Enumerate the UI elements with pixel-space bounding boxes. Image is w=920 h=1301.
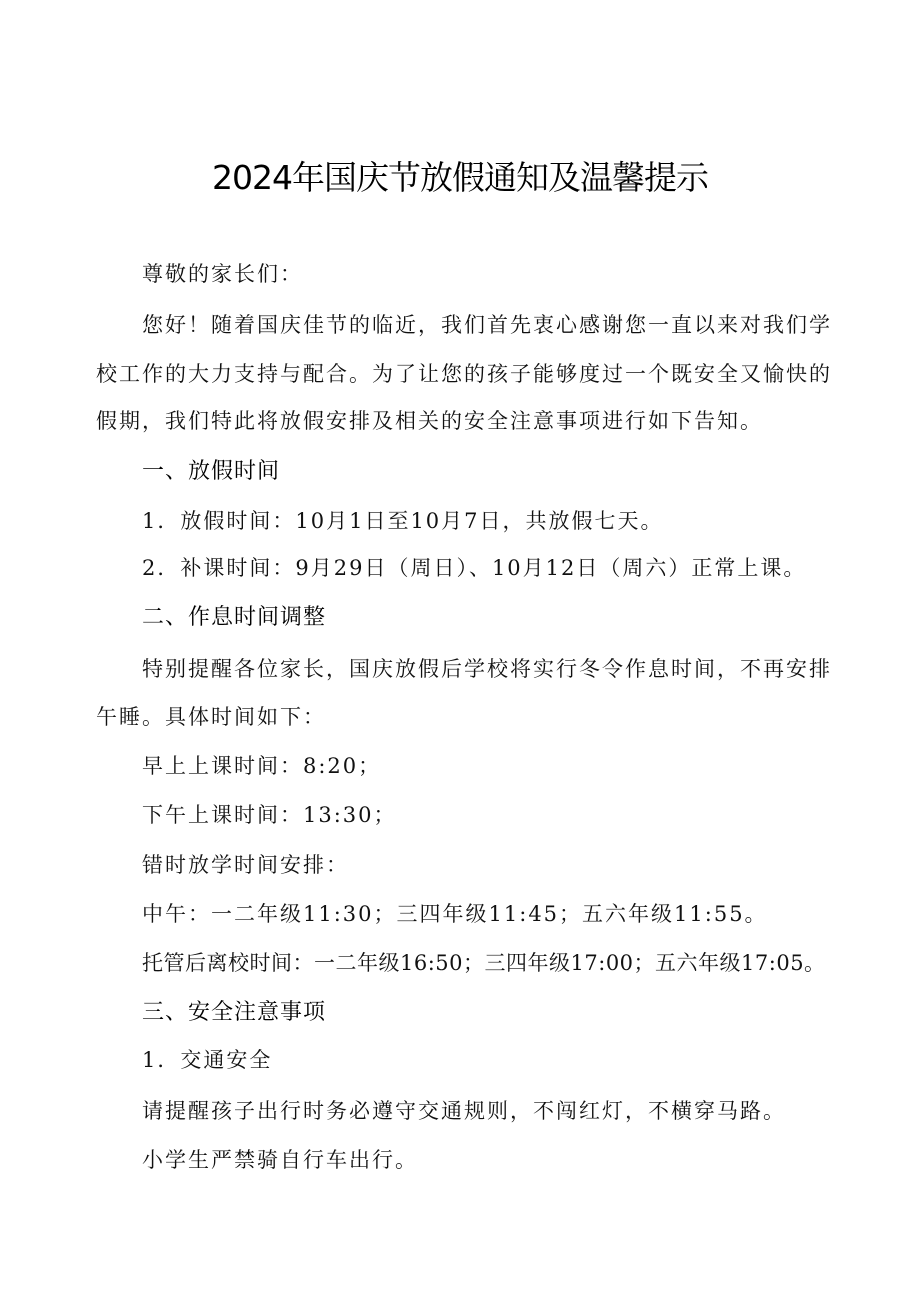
morning-time: 早上上课时间：8:20； [142, 754, 382, 778]
schedule-para-line-1: 特别提醒各位家长，国庆放假后学校将实行冬令作息时间，不再安排 [142, 657, 832, 681]
traffic-safety-subheading: 1．交通安全 [142, 1048, 273, 1072]
document-title: 2024年国庆节放假通知及温馨提示 [212, 158, 708, 197]
intro-line-3: 假期，我们特此将放假安排及相关的安全注意事项进行如下告知。 [96, 409, 763, 433]
noon-dismissal: 中午：一二年级11:30；三四年级11:45；五六年级11:55。 [142, 902, 768, 926]
afternoon-time: 下午上课时间：13:30； [142, 803, 397, 827]
intro-line-1: 您好！随着国庆佳节的临近，我们首先衷心感谢您一直以来对我们学 [142, 313, 832, 337]
staggered-dismissal-label: 错时放学时间安排： [142, 853, 349, 877]
schedule-para-line-2: 午睡。具体时间如下： [96, 705, 326, 729]
after-care-dismissal: 托管后离校时间：一二年级16:50；三四年级17:00；五六年级17:05。 [142, 951, 826, 975]
section-heading-schedule: 二、作息时间调整 [142, 605, 327, 630]
holiday-item-2: 2．补课时间：9月29日（周日）、10月12日（周六）正常上课。 [142, 556, 807, 580]
intro-line-2: 校工作的大力支持与配合。为了让您的孩子能够度过一个既安全又愉快的 [96, 362, 832, 386]
section-heading-holiday: 一、放假时间 [142, 459, 281, 484]
traffic-safety-line-1: 请提醒孩子出行时务必遵守交通规则，不闯红灯，不横穿马路。 [142, 1099, 786, 1123]
greeting: 尊敬的家长们： [142, 262, 303, 286]
section-heading-safety: 三、安全注意事项 [142, 1000, 327, 1025]
holiday-item-1: 1．放假时间：10月1日至10月7日，共放假七天。 [142, 509, 664, 533]
traffic-safety-line-2: 小学生严禁骑自行车出行。 [142, 1148, 418, 1172]
